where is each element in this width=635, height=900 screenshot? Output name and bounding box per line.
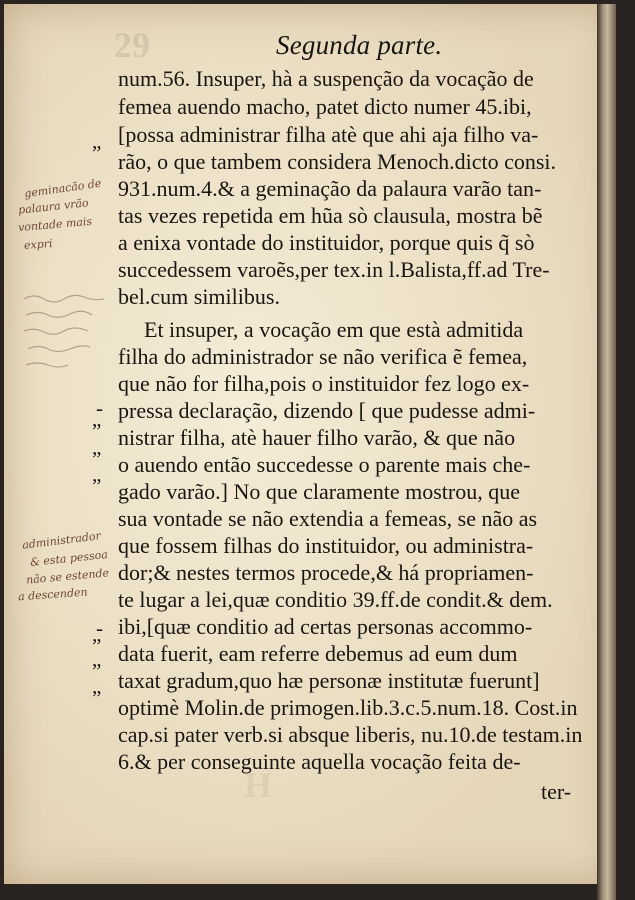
note-line: expri — [23, 237, 53, 252]
note-line: geminacão de — [23, 176, 103, 201]
running-header: Segunda parte. — [276, 30, 443, 60]
text-line: o auendo então succedesse o parente mais che- — [118, 452, 531, 477]
margin-quote-mark: ” — [92, 447, 102, 471]
text-line: ibi,[quæ conditio ad certas personas accommo- — [118, 614, 533, 639]
text-line: bel.cum similibus. — [118, 284, 280, 309]
margin-quote-mark: ” — [92, 474, 102, 498]
text-line: taxat gradum,quo hæ personæ institutæ fuerunt] — [118, 668, 540, 693]
text-line: que fossem filhas do instituidor, ou administra- — [118, 533, 534, 558]
text-line: cap.si pater verb.si absque liberis, nu.10.de testam.in — [118, 722, 583, 747]
margin-quote-mark: ” — [92, 141, 102, 165]
text-line: data fuerit, eam referre debemus ad eum dum — [118, 641, 518, 666]
faded-scribble — [20, 289, 110, 379]
note-line: administrador — [21, 529, 102, 552]
margin-quote-mark: ” — [92, 634, 102, 658]
text-line: filha do administrador se não verifica ẽ femea, — [118, 344, 528, 369]
text-line: succedessem varoẽs,per tex.in l.Balista,ff.ad Tre- — [118, 257, 550, 282]
text-line: [possa administrar filha atè que ahi aja filho va- — [118, 122, 539, 147]
text-line: gado varão.] No que claramente mostrou, que — [118, 479, 520, 504]
note-line: vontade mais — [17, 214, 93, 235]
text-line: tas vezes repetida em hũa sò clausula, mostra bẽ — [118, 203, 543, 228]
page-edge — [597, 4, 616, 900]
text-line: dor;& nestes termos procede,& há propriamen- — [118, 560, 534, 585]
note-line: & esta pessoa — [29, 547, 109, 570]
text-line: que não for filha,pois o instituidor fez logo ex- — [118, 371, 530, 396]
text-line: 6.& per conseguinte aquella vocação feita de- — [118, 749, 521, 774]
catchword: ter- — [541, 779, 572, 804]
text-line: a enixa vontade do instituidor, porque quis q̃ sò — [118, 230, 535, 255]
bleed-through-text: 29 — [114, 25, 150, 65]
text-line: te lugar a lei,quæ conditio 39.ff.de condit.& dem. — [118, 587, 553, 612]
text-line: optimè Molin.de primogen.lib.3.c.5.num.18. Cost.in — [118, 695, 578, 720]
text-line: nistrar filha, atè hauer filho varão, & que não — [118, 425, 516, 450]
text-line: sua vontade se não extendia a femeas, se não as — [118, 506, 538, 531]
text-line: num.56. Insuper, hà a suspenção da vocação de — [118, 66, 534, 91]
text-line: Et insuper, a vocação em que està admitida — [144, 317, 524, 342]
note-line: palaura vrão — [17, 196, 90, 217]
margin-quote-mark: ” — [92, 419, 102, 443]
text-line: femea auendo macho, patet dicto numer 45.ibi, — [118, 94, 532, 119]
book-page — [4, 4, 616, 884]
text-line: rão, o que tambem considera Menoch.dicto consi. — [118, 149, 557, 174]
margin-quote-mark: ” — [92, 659, 102, 683]
text-line: 931.num.4.& a geminação da palaura varão tan- — [118, 176, 542, 201]
note-line: não se estende — [25, 566, 110, 587]
note-line: a descenden — [17, 585, 89, 604]
margin-dash: - — [96, 396, 103, 420]
margin-quote-mark: ” — [92, 686, 102, 710]
bleed-through-text: H — [244, 765, 273, 805]
margin-dash: - — [96, 616, 103, 640]
text-line: pressa declaração, dizendo [ que pudesse admi- — [118, 398, 536, 423]
